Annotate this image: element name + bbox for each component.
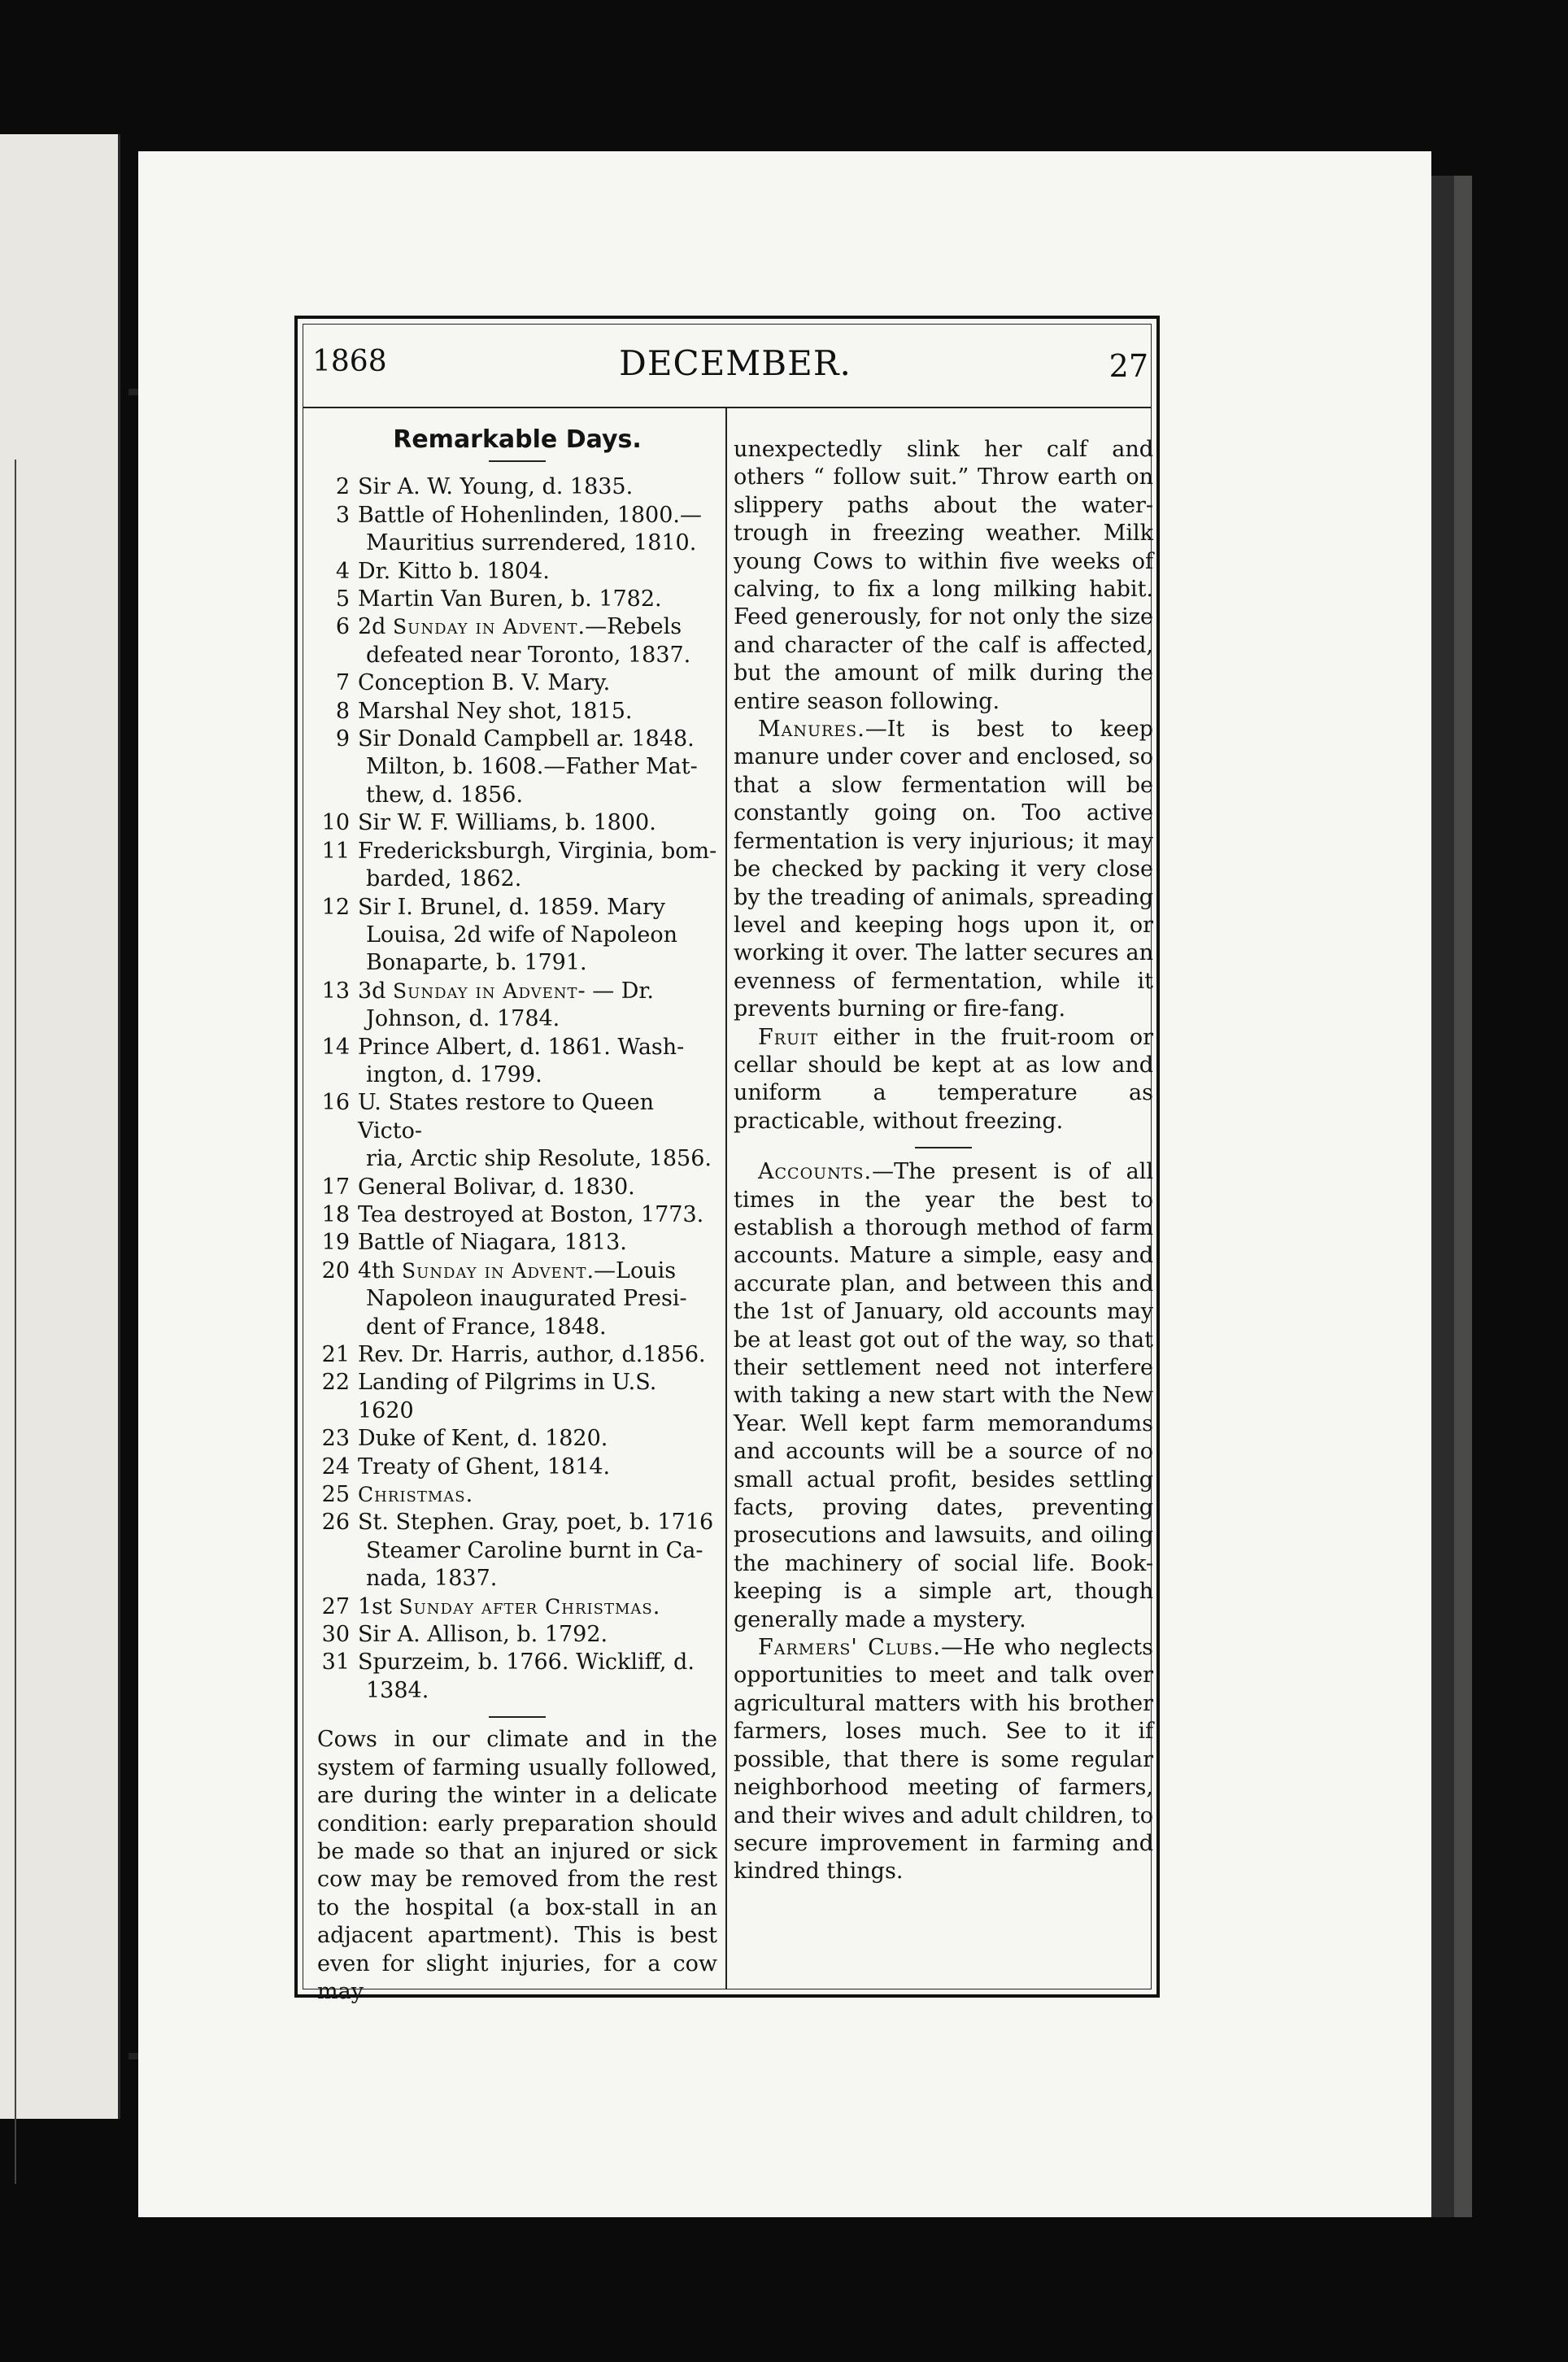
day-event-line: 1384.	[366, 1677, 429, 1703]
header-year: 1868	[312, 345, 387, 378]
day-event-line: 3d Sunday in Advent- — Dr.	[358, 978, 654, 1004]
day-number: 8	[335, 698, 350, 724]
remarkable-day-entry	[317, 669, 717, 697]
cows-paragraph-continued: unexpectedly slink her calf and others “ follow suit.” Throw earth on slippery paths about the water-trough in freezing weather. Milk young Cows to within five weeks of calving, to fix a long milking habit. Feed generously, for not only the size and character of the calf is affected, but the amount of milk during the entire season following.	[734, 437, 1153, 714]
section-rule	[489, 1716, 546, 1718]
small-caps-phrase: Sunday in Advent	[393, 615, 578, 639]
title-rule	[489, 460, 546, 462]
day-event-line: Sir I. Brunel, d. 1859. Mary	[358, 894, 665, 920]
day-event	[358, 1257, 717, 1341]
day-event-line: Duke of Kent, d. 1820.	[358, 1426, 608, 1452]
day-event	[358, 1089, 717, 1173]
farmers-clubs-text: —He who neglects opportunities to meet and talk over agricultural matters with his brother farmers, loses much. See to it if possible, that there is some regular neighborhood meeting of farmers, and their wives and adult children, to secure improvement in farming and kindred things.	[734, 1635, 1153, 1885]
day-event-line: Sir Donald Campbell ar. 1848.	[358, 726, 695, 752]
day-event-line: Christmas.	[358, 1482, 473, 1508]
remarkable-day-entry	[317, 1621, 717, 1649]
day-event-line: thew, d. 1856.	[366, 782, 524, 808]
accounts-text: —The present is of all times in the year the best to establish a thorough method of farm accounts. Mature a simple, easy and accurate plan, and between this and the 1st of January, old accounts may be at least got out of the way, so that their settlement need not interfere with taking a new start with the New Year. Well kept farm memorandums and accounts will be a source of no small actual profit, besides settling facts, proving dates, preventing prosecutions and lawsuits, and oiling the machinery of social life. Book-keeping is a simple art, though generally made a mystery.	[734, 1159, 1153, 1632]
day-number: 19	[321, 1230, 350, 1256]
day-event-line: Steamer Caroline burnt in Ca-	[366, 1537, 703, 1563]
day-number: 2	[335, 474, 350, 500]
day-event	[358, 1621, 717, 1649]
day-number: 3	[335, 502, 350, 528]
remarkable-day-entry	[317, 1257, 717, 1341]
day-number: 18	[321, 1201, 350, 1227]
day-event	[358, 1341, 717, 1369]
accounts-paragraph	[734, 1158, 1153, 1634]
day-number: 16	[321, 1090, 350, 1116]
day-number: 11	[321, 838, 350, 864]
remarkable-day-entry	[317, 894, 717, 978]
small-caps-phrase: Sunday after Christmas	[399, 1594, 653, 1619]
day-number: 5	[335, 586, 350, 612]
remarkable-day-entry	[317, 1174, 717, 1201]
day-event-line: Louisa, 2d wife of Napoleon	[366, 922, 678, 948]
remarkable-day-entry	[317, 698, 717, 726]
day-number: 27	[321, 1593, 350, 1619]
facing-page-edge	[0, 134, 120, 2119]
manures-text: —It is best to keep manure under cover and enclosed, so that a slow fermentation will be constantly going on. Too active fermentation is very injurious; it may be checked by packing it very close by the treading of animals, spreading level and keeping hogs upon it, or working it over. The latter secures an evenness of fermentation, while it prevents burning or fire-fang.	[734, 717, 1153, 1022]
cows-paragraph: Cows in our climate and in the system of farming usually followed, are during the winter in a delicate condition: early preparation should be made so that an injured or sick cow may be removed from the rest to the hospital (a box-stall in an adjacent apartment). This is best even for slight injuries, for a cow may	[317, 1727, 717, 2004]
day-event	[358, 1453, 717, 1481]
fruit-heading: Fruit	[758, 1024, 819, 1050]
day-number: 17	[321, 1174, 350, 1200]
day-event	[358, 1481, 717, 1509]
day-event-line: Napoleon inaugurated Presi-	[366, 1286, 687, 1312]
remarkable-days-list	[317, 473, 717, 1705]
day-event-line: Marshal Ney shot, 1815.	[358, 698, 633, 724]
day-number: 30	[321, 1622, 350, 1648]
day-event-line: Bonaparte, b. 1791.	[366, 950, 587, 976]
day-event	[358, 502, 717, 558]
day-event	[358, 613, 717, 669]
remarkable-day-entry	[317, 1229, 717, 1257]
day-event	[358, 1593, 717, 1621]
header-month: DECEMBER.	[619, 343, 852, 383]
day-event	[358, 1509, 717, 1593]
remarkable-day-entry	[317, 1453, 717, 1481]
day-event	[358, 586, 717, 613]
remarkable-day-entry	[317, 473, 717, 501]
remarkable-day-entry	[317, 1649, 717, 1705]
day-number: 25	[321, 1482, 350, 1508]
accounts-heading: Accounts.	[758, 1159, 873, 1185]
day-number: 21	[321, 1342, 350, 1367]
day-event-line: St. Stephen. Gray, poet, b. 1716	[358, 1510, 714, 1536]
small-caps-phrase: Christmas	[358, 1483, 466, 1507]
day-event	[358, 1229, 717, 1257]
day-event-line: Battle of Hohenlinden, 1800.—	[358, 502, 702, 528]
day-number: 20	[321, 1257, 350, 1283]
remarkable-day-entry	[317, 1341, 717, 1369]
day-event-line: Sir A. W. Young, d. 1835.	[358, 474, 634, 500]
day-number: 6	[335, 614, 350, 640]
remarkable-days-title: Remarkable Days.	[393, 425, 642, 454]
day-event-line: 2d Sunday in Advent.—Rebels	[358, 614, 682, 640]
day-event-line: Rev. Dr. Harris, author, d.1856.	[358, 1342, 706, 1367]
day-event-line: 1st Sunday after Christmas.	[358, 1593, 660, 1619]
day-number: 22	[321, 1370, 350, 1396]
day-event	[358, 894, 717, 978]
day-event-line: Treaty of Ghent, 1814.	[358, 1453, 611, 1480]
day-event-line: nada, 1837.	[366, 1566, 498, 1592]
day-event	[358, 726, 717, 809]
day-number: 12	[321, 894, 350, 920]
day-event	[358, 669, 717, 697]
fruit-text: either in the fruit-room or cellar should be kept at as low and uniform a temperature as practicable, without freezing.	[734, 1024, 1153, 1134]
day-event	[358, 1369, 717, 1425]
day-event-line: Martin Van Buren, b. 1782.	[358, 586, 662, 612]
day-event	[358, 1174, 717, 1201]
remarkable-day-entry	[317, 1034, 717, 1090]
day-event-line: Fredericksburgh, Virginia, bom-	[358, 838, 717, 864]
remarkable-day-entry	[317, 558, 717, 586]
day-event	[358, 838, 717, 894]
day-event-line: Sir A. Allison, b. 1792.	[358, 1622, 608, 1648]
day-event	[358, 978, 717, 1034]
day-event	[358, 1034, 717, 1090]
day-event-line: dent of France, 1848.	[366, 1314, 607, 1340]
day-number: 4	[335, 558, 350, 584]
day-event-line: ington, d. 1799.	[366, 1061, 542, 1087]
day-event-line: Spurzeim, b. 1766. Wickliff, d.	[358, 1649, 695, 1676]
header-rule	[303, 407, 1152, 408]
right-column	[734, 436, 1153, 1886]
remarkable-day-entry	[317, 613, 717, 669]
remarkable-day-entry	[317, 1201, 717, 1229]
remarkable-day-entry	[317, 978, 717, 1034]
day-event	[358, 698, 717, 726]
day-number: 9	[335, 726, 350, 752]
remarkable-day-entry	[317, 838, 717, 894]
remarkable-day-entry	[317, 1509, 717, 1593]
day-event	[358, 1425, 717, 1453]
day-event-line: U. States restore to Queen Victo-	[358, 1090, 655, 1144]
day-event-line: Dr. Kitto b. 1804.	[358, 558, 550, 584]
day-number: 23	[321, 1426, 350, 1452]
day-event-line: barded, 1862.	[366, 866, 522, 892]
day-event-line: General Bolivar, d. 1830.	[358, 1174, 635, 1200]
day-event-line: Conception B. V. Mary.	[358, 670, 611, 696]
day-number: 10	[321, 810, 350, 836]
remarkable-day-entry	[317, 586, 717, 613]
accounts-rule	[915, 1147, 972, 1148]
day-event-line: Mauritius surrendered, 1810.	[366, 530, 697, 556]
page-number: 27	[1108, 348, 1148, 384]
page-header	[312, 340, 1158, 400]
day-number: 13	[321, 978, 350, 1004]
remarkable-day-entry	[317, 809, 717, 837]
remarkable-day-entry	[317, 1481, 717, 1509]
day-event	[358, 558, 717, 586]
remarkable-day-entry	[317, 502, 717, 558]
day-number: 26	[321, 1510, 350, 1536]
farmers-clubs-heading: Farmers' Clubs.	[758, 1635, 941, 1661]
day-event	[358, 1649, 717, 1705]
column-divider	[725, 408, 727, 1989]
farmers-clubs-paragraph	[734, 1634, 1153, 1886]
day-event-line: 4th Sunday in Advent.—Louis	[358, 1257, 677, 1283]
page-edge-shadow-outer	[1454, 176, 1472, 2217]
manures-heading: Manures.	[758, 717, 865, 743]
day-event	[358, 1201, 717, 1229]
small-caps-phrase: Sunday in Advent	[402, 1258, 587, 1283]
fruit-paragraph	[734, 1024, 1153, 1136]
day-event-line: Sir W. F. Williams, b. 1800.	[358, 810, 656, 836]
remarkable-day-entry	[317, 1369, 717, 1425]
left-column	[317, 426, 717, 2006]
remarkable-day-entry	[317, 1089, 717, 1173]
day-event-line: Milton, b. 1608.—Father Mat-	[366, 754, 698, 780]
day-event-line: Battle of Niagara, 1813.	[358, 1230, 627, 1256]
day-event-line: Tea destroyed at Boston, 1773.	[358, 1201, 704, 1227]
day-event-line: Landing of Pilgrims in U.S. 1620	[358, 1370, 657, 1423]
day-number: 31	[321, 1649, 350, 1676]
day-event-line: ria, Arctic ship Resolute, 1856.	[366, 1146, 712, 1172]
remarkable-day-entry	[317, 726, 717, 809]
remarkable-day-entry	[317, 1425, 717, 1453]
day-event	[358, 809, 717, 837]
day-number: 14	[321, 1034, 350, 1060]
remarkable-day-entry	[317, 1593, 717, 1621]
day-event-line: Prince Albert, d. 1861. Wash-	[358, 1034, 685, 1060]
facing-page-frame-rule	[0, 460, 16, 2184]
small-caps-phrase: Sunday in Advent	[393, 978, 578, 1003]
day-event-line: defeated near Toronto, 1837.	[366, 642, 691, 668]
page-edge-shadow	[1431, 176, 1454, 2217]
day-event-line: Johnson, d. 1784.	[366, 1006, 560, 1032]
day-event	[358, 473, 717, 501]
day-number: 7	[335, 670, 350, 696]
manures-paragraph	[734, 716, 1153, 1023]
day-number: 24	[321, 1453, 350, 1480]
